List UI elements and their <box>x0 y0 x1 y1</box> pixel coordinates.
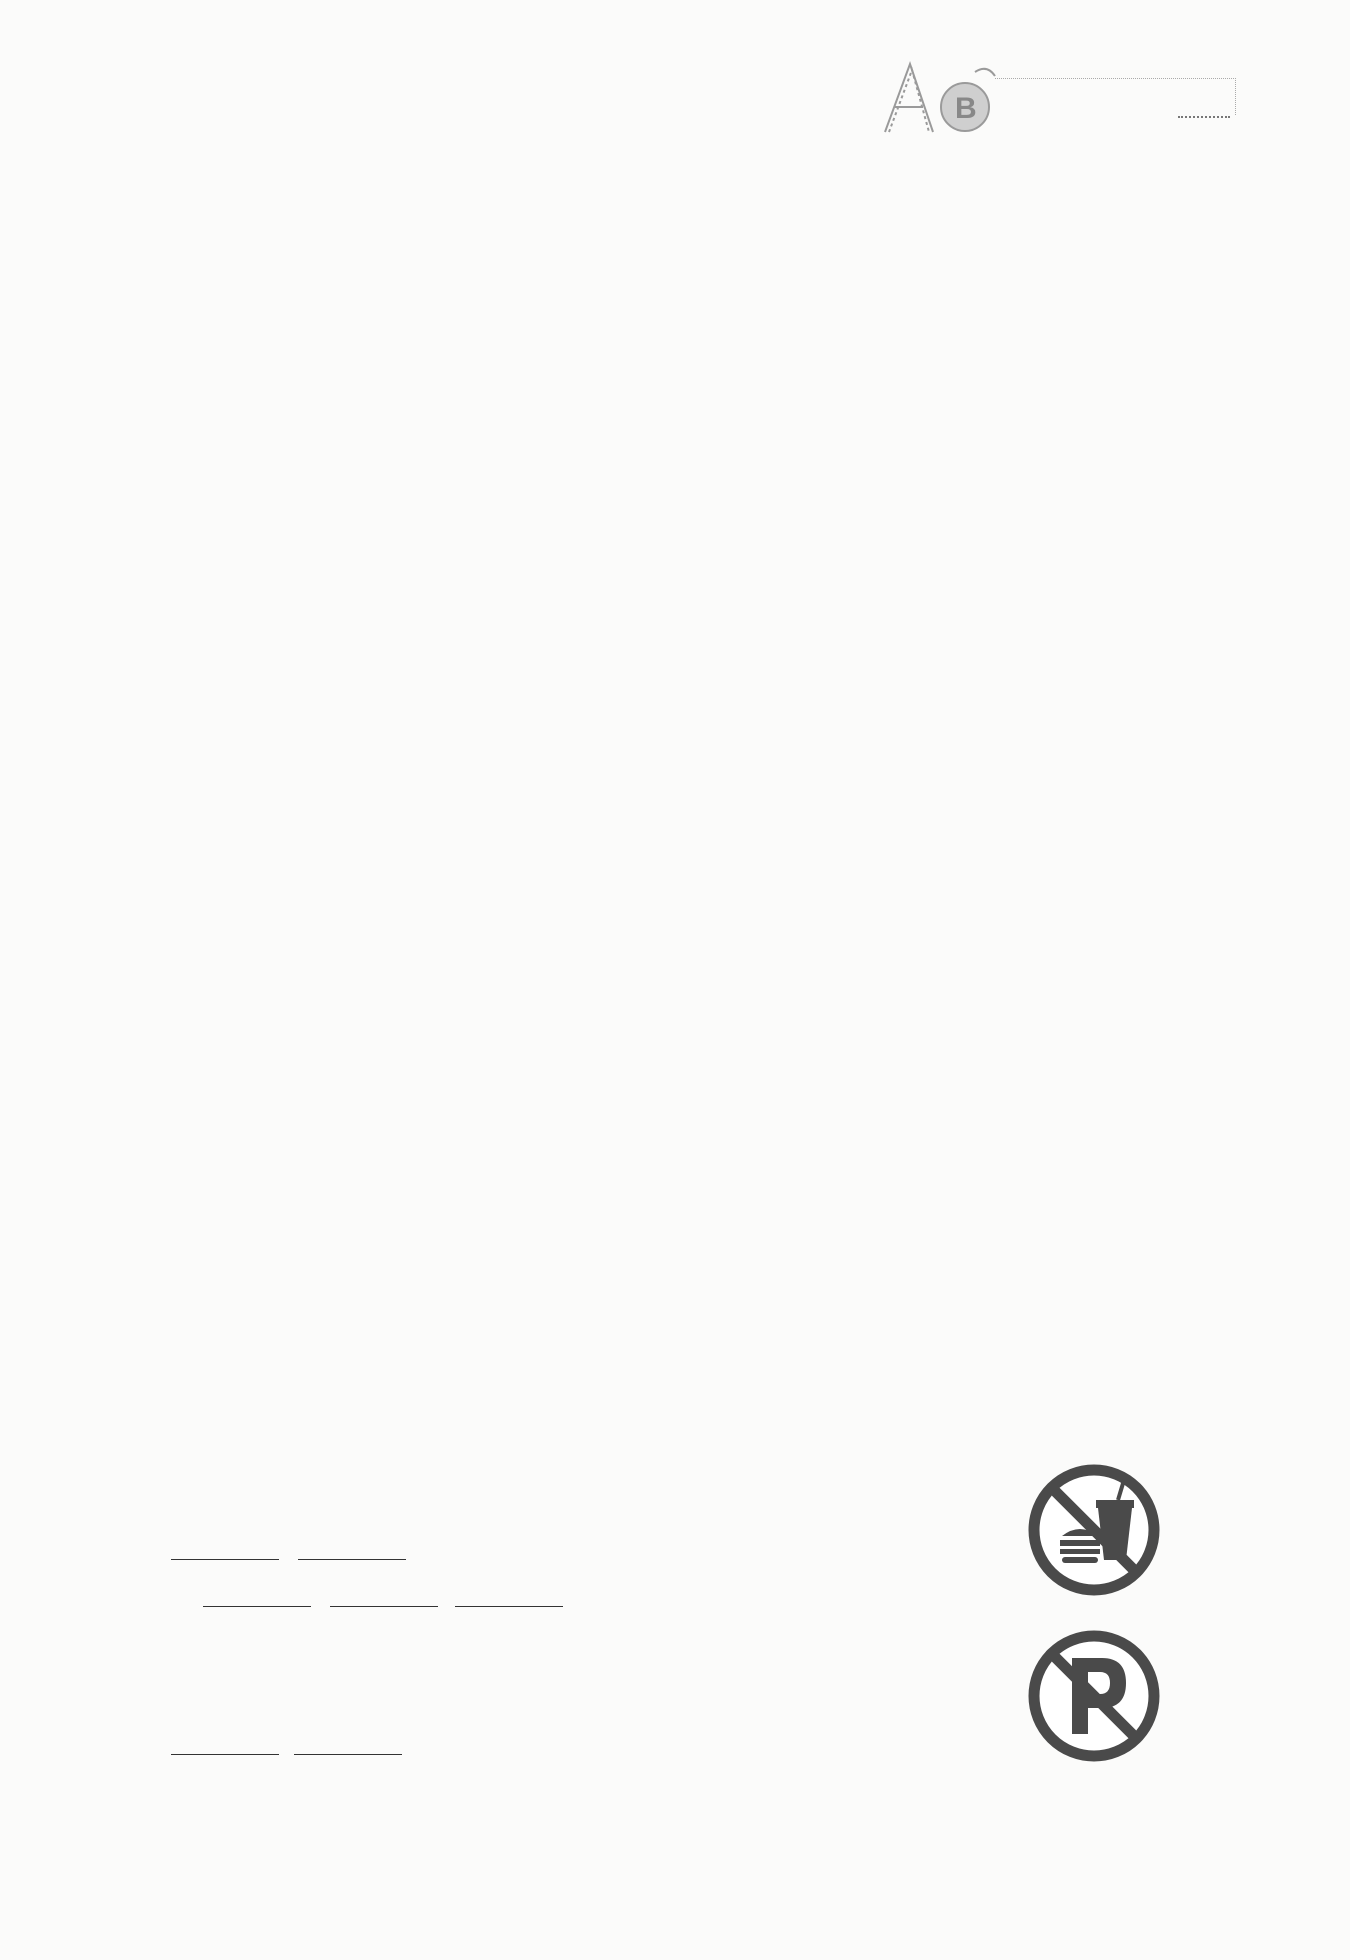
no-eating-drinking-sign <box>1026 1462 1162 1598</box>
q1-b-blank-2[interactable] <box>330 1584 438 1607</box>
no-parking-icon <box>1026 1628 1162 1764</box>
q1-b-line <box>197 1584 567 1614</box>
q2-line <box>165 1732 404 1762</box>
q1-a-blank-2[interactable] <box>298 1537 406 1560</box>
no-eating-drinking-icon <box>1026 1462 1162 1598</box>
no-parking-sign <box>1026 1628 1162 1764</box>
svg-text:B: B <box>955 92 977 125</box>
q1-a-line <box>165 1537 412 1567</box>
header-frame <box>995 78 1236 115</box>
q1-b-blank-1[interactable] <box>203 1584 311 1607</box>
q2-blank-2[interactable] <box>294 1732 402 1755</box>
q2-blank-1[interactable] <box>171 1732 279 1755</box>
ab-logo-icon <box>875 52 1005 142</box>
header-dots <box>1178 116 1230 118</box>
q1-a-blank-1[interactable] <box>171 1537 279 1560</box>
q1-b-blank-3[interactable] <box>455 1584 563 1607</box>
